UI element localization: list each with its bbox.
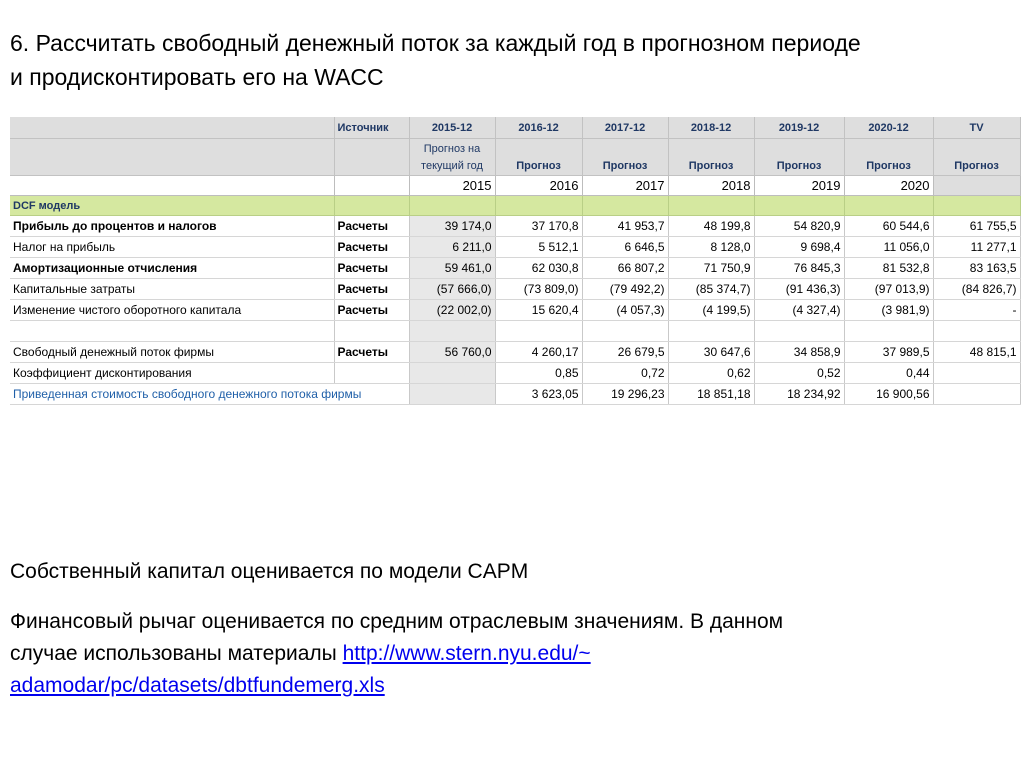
value-cell: 8 128,0 xyxy=(668,237,754,258)
blank-cell xyxy=(668,321,754,342)
forecast-label: Прогноз xyxy=(495,139,582,176)
value-cell: (3 981,9) xyxy=(844,300,933,321)
value-cell: 81 532,8 xyxy=(844,258,933,279)
section-blank xyxy=(933,196,1020,216)
row-label: Коэффициент дисконтирования xyxy=(10,363,334,384)
value-cell: 11 277,1 xyxy=(933,237,1020,258)
value-cell: (79 492,2) xyxy=(582,279,668,300)
year-cell: 2017 xyxy=(582,176,668,196)
header-blank xyxy=(10,139,334,176)
value-cell: 26 679,5 xyxy=(582,342,668,363)
value-cell: 37 170,8 xyxy=(495,216,582,237)
blank-cell xyxy=(582,321,668,342)
row-label: Прибыль до процентов и налогов xyxy=(10,216,334,237)
value-cell: 48 199,8 xyxy=(668,216,754,237)
section-row-dcf xyxy=(10,196,1020,216)
value-cell: (22 002,0) xyxy=(409,300,495,321)
row-label: Капитальные затраты xyxy=(10,279,334,300)
value-cell: (91 436,3) xyxy=(754,279,844,300)
table-row-blank xyxy=(10,321,1020,342)
row-source: Расчеты xyxy=(334,342,409,363)
value-cell: 18 234,92 xyxy=(754,384,844,405)
value-cell: 30 647,6 xyxy=(668,342,754,363)
header-blank xyxy=(334,139,409,176)
section-blank xyxy=(582,196,668,216)
table-row-working-capital xyxy=(10,300,1020,321)
value-cell: 60 544,6 xyxy=(844,216,933,237)
value-cell: 41 953,7 xyxy=(582,216,668,237)
section-blank xyxy=(334,196,409,216)
period-cell: 2015-12 xyxy=(409,117,495,139)
value-cell: 6 646,5 xyxy=(582,237,668,258)
value-cell xyxy=(409,384,495,405)
row-source xyxy=(334,363,409,384)
header-blank xyxy=(10,117,334,139)
capm-note: Собственный капитал оценивается по модели CAPM xyxy=(10,560,529,583)
value-cell: 5 512,1 xyxy=(495,237,582,258)
value-cell: 19 296,23 xyxy=(582,384,668,405)
value-cell: 15 620,4 xyxy=(495,300,582,321)
row-label: Свободный денежный поток фирмы xyxy=(10,342,334,363)
value-cell: 6 211,0 xyxy=(409,237,495,258)
value-cell: 76 845,3 xyxy=(754,258,844,279)
value-cell: 4 260,17 xyxy=(495,342,582,363)
year-cell: 2018 xyxy=(668,176,754,196)
row-label: Приведенная стоимость свободного денежного потока фирмы xyxy=(10,384,409,405)
value-cell: 0,52 xyxy=(754,363,844,384)
value-cell: 59 461,0 xyxy=(409,258,495,279)
value-cell xyxy=(933,384,1020,405)
table-row-tax xyxy=(10,237,1020,258)
value-cell: 71 750,9 xyxy=(668,258,754,279)
value-cell: 48 815,1 xyxy=(933,342,1020,363)
row-source: Расчеты xyxy=(334,216,409,237)
value-cell: (97 013,9) xyxy=(844,279,933,300)
row-source: Расчеты xyxy=(334,300,409,321)
forecast-label: Прогноз xyxy=(668,139,754,176)
section-blank xyxy=(409,196,495,216)
value-cell: (4 057,3) xyxy=(582,300,668,321)
leverage-note-line1: Финансовый рычаг оценивается по средним отраслевым значениям. В данном xyxy=(10,610,784,633)
section-blank xyxy=(844,196,933,216)
value-cell: 3 623,05 xyxy=(495,384,582,405)
forecast-current-line2: текущий год xyxy=(421,160,483,172)
header-row-forecast xyxy=(10,139,1020,176)
value-cell xyxy=(933,363,1020,384)
value-cell: 16 900,56 xyxy=(844,384,933,405)
forecast-label: Прогноз xyxy=(844,139,933,176)
blank-cell xyxy=(495,321,582,342)
table-row-discount xyxy=(10,363,1020,384)
dcf-table xyxy=(10,117,1021,405)
section-blank xyxy=(495,196,582,216)
period-cell: TV xyxy=(933,117,1020,139)
value-cell: 0,62 xyxy=(668,363,754,384)
leverage-note xyxy=(10,606,1010,702)
forecast-label-current xyxy=(409,139,495,176)
header-blank xyxy=(10,176,334,196)
value-cell: (4 199,5) xyxy=(668,300,754,321)
blank-cell xyxy=(844,321,933,342)
slide-title-line1: 6. Рассчитать свободный денежный поток за каждый год в прогнозном периоде xyxy=(10,30,861,56)
value-cell xyxy=(409,363,495,384)
slide-title-line2: и продисконтировать его на WACC xyxy=(10,64,384,90)
value-cell: 66 807,2 xyxy=(582,258,668,279)
value-cell: 0,44 xyxy=(844,363,933,384)
row-label: Налог на прибыль xyxy=(10,237,334,258)
value-cell: 9 698,4 xyxy=(754,237,844,258)
row-label: Изменение чистого оборотного капитала xyxy=(10,300,334,321)
blank-cell xyxy=(409,321,495,342)
row-source: Расчеты xyxy=(334,258,409,279)
period-cell: 2016-12 xyxy=(495,117,582,139)
value-cell: (4 327,4) xyxy=(754,300,844,321)
value-cell: 61 755,5 xyxy=(933,216,1020,237)
table-row-capex xyxy=(10,279,1020,300)
value-cell: 18 851,18 xyxy=(668,384,754,405)
value-cell: 39 174,0 xyxy=(409,216,495,237)
value-cell: 34 858,9 xyxy=(754,342,844,363)
value-cell: 62 030,8 xyxy=(495,258,582,279)
year-cell: 2019 xyxy=(754,176,844,196)
forecast-current-line1: Прогноз на xyxy=(423,143,481,155)
source-link-part2[interactable]: adamodar/pc/datasets/dbtfundemerg.xls xyxy=(10,674,385,697)
period-cell: 2018-12 xyxy=(668,117,754,139)
table-row-fcf xyxy=(10,342,1020,363)
table-row-present-value xyxy=(10,384,1020,405)
value-cell: 83 163,5 xyxy=(933,258,1020,279)
header-row-years xyxy=(10,176,1020,196)
value-cell: 0,72 xyxy=(582,363,668,384)
period-cell: 2017-12 xyxy=(582,117,668,139)
year-cell xyxy=(933,176,1020,196)
period-cell: 2019-12 xyxy=(754,117,844,139)
blank-cell xyxy=(754,321,844,342)
table-row-depreciation xyxy=(10,258,1020,279)
value-cell: 56 760,0 xyxy=(409,342,495,363)
value-cell: (73 809,0) xyxy=(495,279,582,300)
section-blank xyxy=(754,196,844,216)
section-title: DCF модель xyxy=(10,196,334,216)
row-source: Расчеты xyxy=(334,279,409,300)
slide-title xyxy=(10,26,1010,94)
row-source: Расчеты xyxy=(334,237,409,258)
blank-cell xyxy=(334,321,409,342)
year-cell: 2015 xyxy=(409,176,495,196)
value-cell: (57 666,0) xyxy=(409,279,495,300)
value-cell: 0,85 xyxy=(495,363,582,384)
period-cell: 2020-12 xyxy=(844,117,933,139)
header-blank xyxy=(334,176,409,196)
forecast-label: Прогноз xyxy=(933,139,1020,176)
value-cell: 54 820,9 xyxy=(754,216,844,237)
leverage-note-line2: случае использованы материалы xyxy=(10,642,343,665)
value-cell: 11 056,0 xyxy=(844,237,933,258)
year-cell: 2020 xyxy=(844,176,933,196)
forecast-label: Прогноз xyxy=(582,139,668,176)
value-cell: (84 826,7) xyxy=(933,279,1020,300)
blank-cell xyxy=(10,321,334,342)
forecast-label: Прогноз xyxy=(754,139,844,176)
row-label: Амортизационные отчисления xyxy=(10,258,334,279)
value-cell: - xyxy=(933,300,1020,321)
header-source: Источник xyxy=(334,117,409,139)
year-cell: 2016 xyxy=(495,176,582,196)
blank-cell xyxy=(933,321,1020,342)
value-cell: 37 989,5 xyxy=(844,342,933,363)
table-row-ebit xyxy=(10,216,1020,237)
source-link-part1[interactable]: http://www.stern.nyu.edu/~ xyxy=(342,642,591,665)
value-cell: (85 374,7) xyxy=(668,279,754,300)
section-blank xyxy=(668,196,754,216)
header-row-periods xyxy=(10,117,1020,139)
